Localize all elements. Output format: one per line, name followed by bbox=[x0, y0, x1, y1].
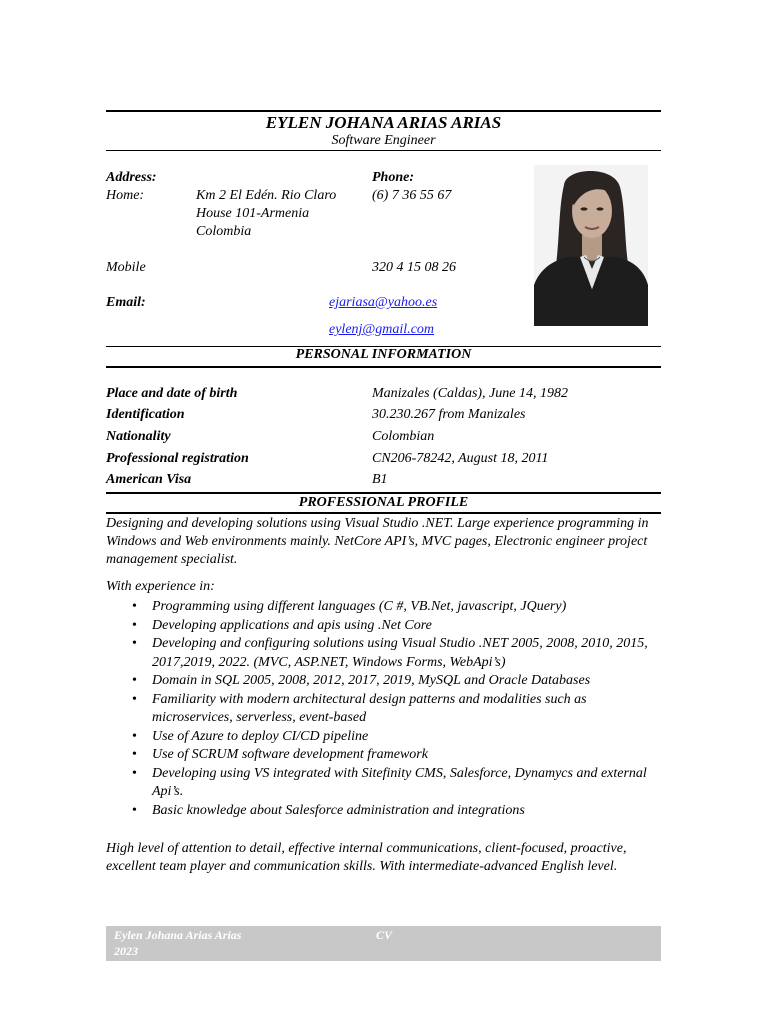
nationality-value: Colombian bbox=[372, 429, 435, 444]
profile-bottom-rule bbox=[106, 512, 661, 514]
profile-intro: Designing and developing solutions using Visual Studio .NET. Large experience programming in Windows and Web environments mainly. NetCore API’s, MVC pages, Electronic engineer project management specialist. bbox=[106, 516, 649, 567]
header-bottom-rule bbox=[106, 150, 661, 151]
profile-photo bbox=[534, 165, 648, 326]
home-address-line-1: Km 2 El Edén. Rio Claro bbox=[196, 188, 337, 203]
skills-list bbox=[106, 598, 661, 820]
footer-name: Eylen Johana Arias Arias bbox=[114, 928, 242, 942]
home-address-line-2: House 101-Armenia bbox=[196, 206, 310, 221]
home-label: Home: bbox=[106, 188, 145, 203]
footer-doc-label: CV bbox=[376, 928, 393, 942]
identification-label: Identification bbox=[106, 407, 185, 422]
header-top-rule bbox=[106, 110, 661, 112]
phone-label: Phone: bbox=[372, 170, 414, 185]
visa-value: B1 bbox=[372, 472, 388, 487]
phone-value: (6) 7 36 55 67 bbox=[372, 188, 452, 203]
email-link-yahoo[interactable]: ejariasa@yahoo.es bbox=[329, 295, 438, 310]
skill-item: • Developing and configuring solutions using Visual Studio .NET 2005, 2008, 2010, 2015, 2017,2019, 2022. (MVC, ASP.NET, Windows Forms, WebApi’s) bbox=[106, 635, 661, 672]
identification-value: 30.230.267 from Manizales bbox=[372, 407, 526, 422]
personal-information-heading: PERSONAL INFORMATION bbox=[295, 347, 472, 362]
email-label: Email: bbox=[106, 295, 146, 310]
visa-label: American Visa bbox=[106, 472, 192, 487]
birth-label: Place and date of birth bbox=[106, 386, 238, 401]
portrait-image bbox=[534, 165, 648, 326]
address-label: Address: bbox=[106, 170, 157, 185]
birth-value: Manizales (Caldas), June 14, 1982 bbox=[372, 386, 568, 401]
mobile-value: 320 4 15 08 26 bbox=[372, 260, 456, 275]
skill-item: • Familiarity with modern architectural design patterns and modalities such as microservices, serverless, event-based bbox=[106, 691, 661, 728]
skill-item: • Use of Azure to deploy CI/CD pipeline bbox=[106, 728, 661, 747]
home-address-line-3: Colombia bbox=[196, 224, 252, 239]
skill-item: • Basic knowledge about Salesforce administration and integrations bbox=[106, 802, 661, 821]
applicant-name: EYLEN JOHANA ARIAS ARIAS bbox=[265, 113, 502, 132]
page-footer bbox=[106, 926, 661, 961]
job-title: Software Engineer bbox=[331, 133, 436, 148]
nationality-label: Nationality bbox=[106, 429, 171, 444]
skill-item: • Domain in SQL 2005, 2008, 2012, 2017, 2019, MySQL and Oracle Databases bbox=[106, 672, 661, 691]
registration-label: Professional registration bbox=[106, 451, 249, 466]
professional-profile-heading: PROFESSIONAL PROFILE bbox=[298, 495, 469, 510]
personal-bottom-rule bbox=[106, 366, 661, 368]
registration-value: CN206-78242, August 18, 2011 bbox=[372, 451, 549, 466]
profile-top-rule bbox=[106, 492, 661, 494]
skill-item: • Developing using VS integrated with Sitefinity CMS, Salesforce, Dynamycs and external Api’s. bbox=[106, 765, 661, 802]
skill-item: • Use of SCRUM software development framework bbox=[106, 746, 661, 765]
skill-item: • Programming using different languages (C #, VB.Net, javascript, JQuery) bbox=[106, 598, 661, 617]
profile-summary: High level of attention to detail, effective internal communications, client-focused, proactive, excellent team player and communication skills. With intermediate-advanced English level. bbox=[106, 841, 627, 874]
mobile-label: Mobile bbox=[106, 260, 146, 275]
email-link-gmail[interactable]: eylenj@gmail.com bbox=[329, 322, 435, 337]
skill-item: • Developing applications and apis using .Net Core bbox=[106, 617, 661, 636]
footer-year: 2023 bbox=[114, 944, 138, 958]
experience-label: With experience in: bbox=[106, 579, 215, 594]
